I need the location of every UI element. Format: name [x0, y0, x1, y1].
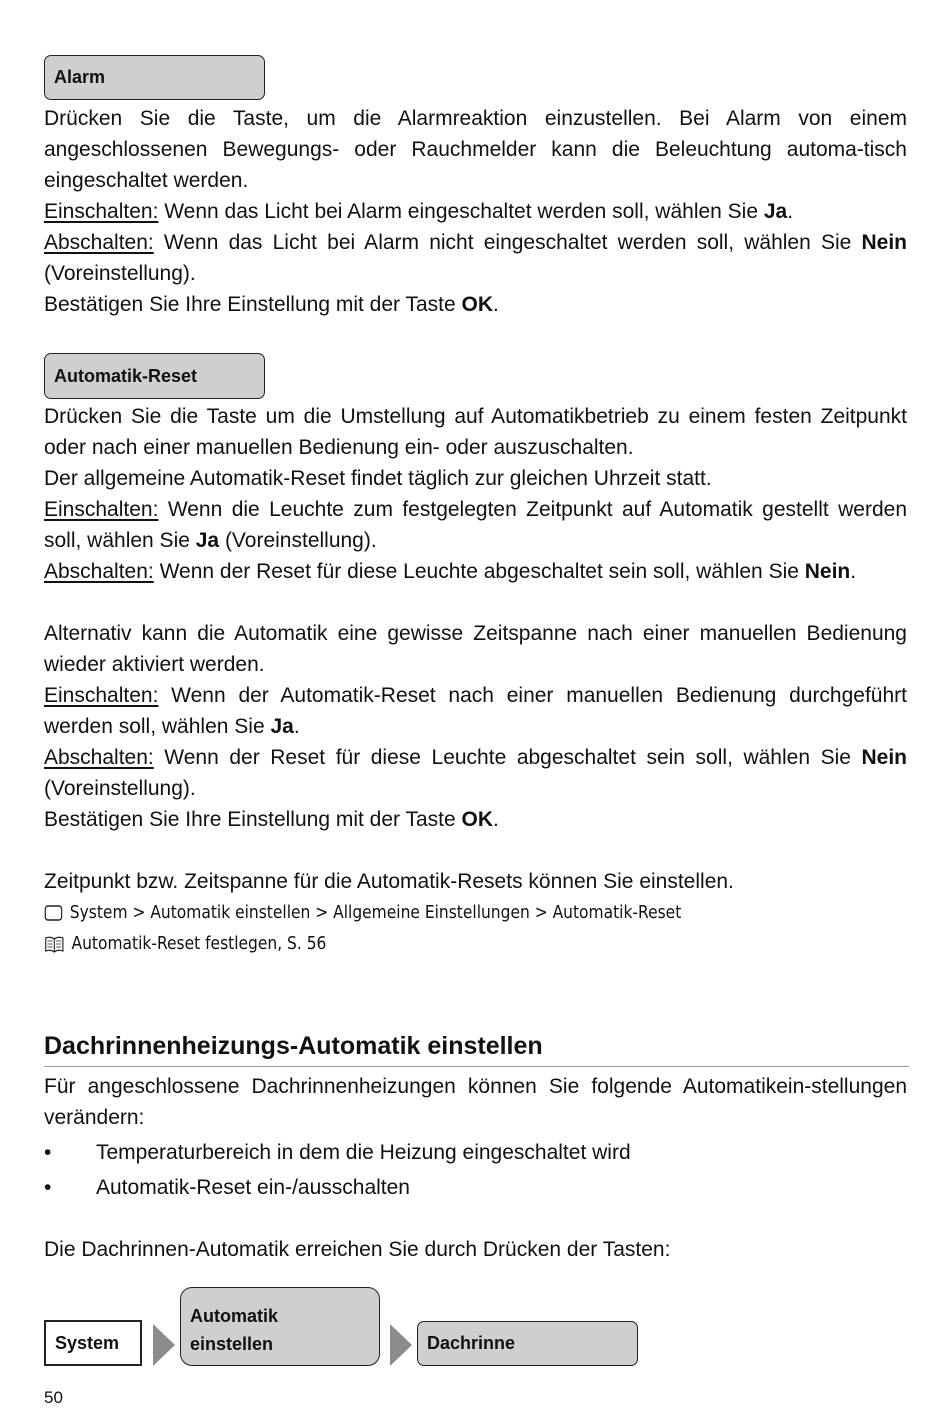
reset-alt-on-label: Einschalten:: [44, 684, 159, 707]
reset-alt-off-text: Wenn der Reset für diese Leuchte abgeschaltet sein soll, wählen Sie: [153, 746, 862, 769]
reset-alt-on-value: Ja: [270, 715, 294, 738]
book-ref: [44, 928, 786, 959]
reset-alt-off-value: Nein: [861, 746, 907, 769]
gutter-title: Dachrinnenheizungs-Automatik einstellen: [44, 1030, 909, 1067]
alarm-intro: Drücken Sie die Taste, um die Alarmreaktion einzustellen. Bei Alarm von einem angeschlossenen Bewegungs- oder Rauchmelder kann die Beleuchtung automa-tisch eingeschaltet werden.: [44, 107, 907, 192]
reset-section: [44, 401, 907, 959]
automatik-einstellen-key[interactable]: [180, 1287, 380, 1366]
reset-confirm-key: OK: [461, 808, 494, 831]
alarm-key[interactable]: [44, 55, 265, 100]
reset-alt-off-line: [44, 742, 907, 804]
alarm-confirm-key: OK: [461, 293, 494, 316]
reset-on-line: [44, 494, 907, 556]
reset-off-label: Abschalten:: [44, 560, 154, 583]
reset-time-text: Zeitpunkt bzw. Zeitspanne für die Automatik-Resets können Sie einstellen.: [44, 870, 734, 893]
gutter-bullet-list: [44, 1135, 909, 1205]
list-item: [44, 1170, 909, 1205]
gutter-intro: Für angeschlossene Dachrinnenheizungen können Sie folgende Automatikein-stellungen verändern:: [44, 1075, 907, 1129]
arrow-icon: [390, 1324, 412, 1366]
alarm-confirm: Bestätigen Sie Ihre Einstellung mit der Taste OK.: [44, 293, 499, 316]
reset-alt-off-label: Abschalten:: [44, 746, 154, 769]
menu-path: System > Automatik einstellen > Allgemeine Einstellungen > Automatik-Reset: [69, 902, 682, 923]
reset-confirm-text: Bestätigen Sie Ihre Einstellung mit der Taste: [44, 808, 462, 831]
reset-on-suffix: (Voreinstellung).: [219, 529, 377, 552]
reset-alt-on-text: Wenn der Automatik-Reset nach einer manuellen Bedienung durchgeführt werden soll, wählen Sie: [44, 684, 907, 738]
reset-off-line: Abschalten: Wenn der Reset für diese Leuchte abgeschaltet sein soll, wählen Sie Nein.: [44, 560, 857, 583]
automatik-reset-key[interactable]: [44, 353, 265, 399]
bullet-dot: •: [44, 1141, 52, 1164]
system-key[interactable]: [44, 1320, 142, 1366]
reset-alt-on-line: Einschalten: Wenn der Automatik-Reset nach einer manuellen Bedienung durchgeführt werden soll, wählen Sie Ja.: [44, 684, 907, 738]
arrow-icon: [153, 1324, 175, 1366]
alarm-off-suffix: (Voreinstellung).: [44, 262, 196, 285]
book-ref-text: Automatik-Reset festlegen, S. 56: [71, 933, 327, 954]
menu-path-ref: [44, 897, 786, 928]
display-icon: [44, 904, 63, 922]
alarm-on-line: Einschalten: Wenn das Licht bei Alarm eingeschaltet werden soll, wählen Sie Ja.: [44, 200, 794, 223]
alarm-confirm-text: Bestätigen Sie Ihre Einstellung mit der Taste: [44, 293, 462, 316]
list-item: [44, 1135, 909, 1170]
reset-on-label: Einschalten:: [44, 498, 159, 521]
reset-confirm: Bestätigen Sie Ihre Einstellung mit der Taste OK.: [44, 808, 499, 831]
reset-off-text: Wenn der Reset für diese Leuchte abgeschaltet sein soll, wählen Sie: [153, 560, 805, 583]
dachrinne-key[interactable]: [417, 1321, 638, 1366]
reset-general: Der allgemeine Automatik-Reset findet täglich zur gleichen Uhrzeit statt.: [44, 467, 712, 490]
reset-on-text: Wenn die Leuchte zum festgelegten Zeitpunkt auf Automatik gestellt werden soll, wählen Sie: [44, 498, 907, 552]
alarm-on-value: Ja: [763, 200, 788, 223]
reset-intro: Drücken Sie die Taste um die Umstellung auf Automatikbetrieb zu einem festen Zeitpunkt oder nach einer manuellen Bedienung ein- oder auszuschalten.: [44, 405, 907, 459]
automatik-reset-key-label: Automatik-Reset: [54, 365, 198, 386]
alarm-off-text: Wenn das Licht bei Alarm nicht eingeschaltet werden soll, wählen Sie: [153, 231, 862, 254]
reset-alt-off-suffix: (Voreinstellung).: [44, 777, 196, 800]
system-key-label: System: [55, 1332, 120, 1353]
bullet-text: Temperaturbereich in dem die Heizung eingeschaltet wird: [96, 1141, 631, 1164]
dachrinne-key-label: Dachrinne: [427, 1333, 516, 1353]
alarm-key-label: Alarm: [54, 67, 106, 87]
automatik-einstellen-key-label: Automatik einstellen: [190, 1306, 279, 1354]
reset-alt-intro: Alternativ kann die Automatik eine gewisse Zeitspanne nach einer manuellen Bedienung wieder aktiviert werden.: [44, 622, 907, 676]
book-icon: [44, 934, 65, 954]
reset-off-value: Nein: [804, 560, 851, 583]
alarm-on-text: Wenn das Licht bei Alarm eingeschaltet werden soll, wählen Sie: [158, 200, 764, 223]
alarm-off-value: Nein: [861, 231, 907, 254]
alarm-off-label: Abschalten:: [44, 231, 154, 254]
alarm-off-line: [44, 227, 907, 289]
alarm-section: [44, 103, 907, 320]
bullet-text: Automatik-Reset ein-/ausschalten: [96, 1176, 410, 1199]
gutter-reach-text: Die Dachrinnen-Automatik erreichen Sie durch Drücken der Tasten:: [44, 1238, 671, 1261]
gutter-section: [44, 1030, 909, 1265]
alarm-on-label: Einschalten:: [44, 200, 159, 223]
page-number: 50: [44, 1388, 63, 1407]
reset-on-value: Ja: [195, 529, 220, 552]
bullet-dot: •: [44, 1176, 52, 1199]
